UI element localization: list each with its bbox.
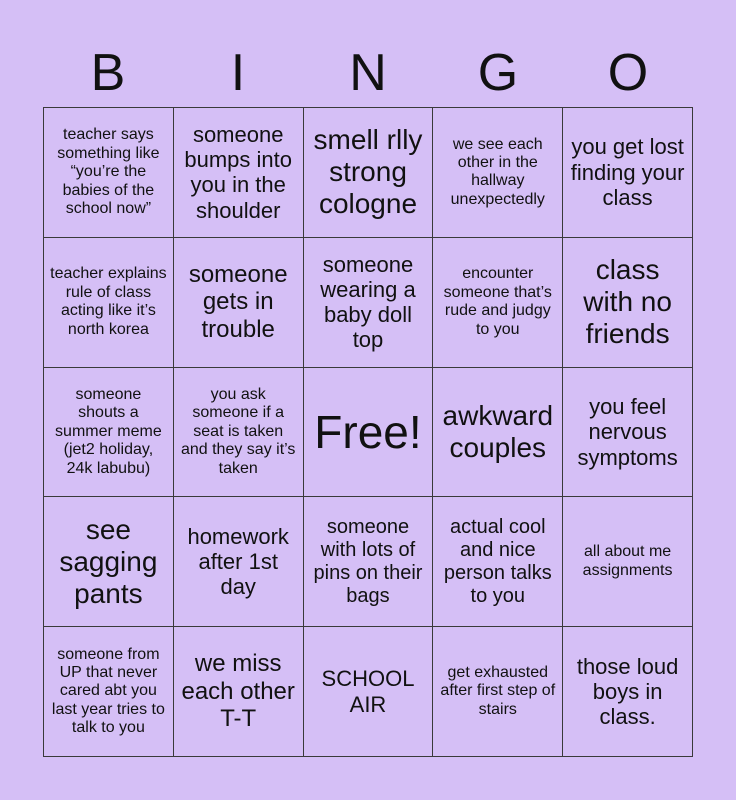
- bingo-header: [43, 40, 693, 106]
- header-letter-i: I: [230, 44, 246, 102]
- bingo-cell-r2-c1[interactable]: teacher explains rule of class acting like it’s north korea: [44, 238, 174, 368]
- bingo-cell-r5-c3[interactable]: SCHOOL AIR: [304, 627, 434, 757]
- bingo-cell-r2-c4[interactable]: encounter someone that’s rude and judgy to you: [433, 238, 563, 368]
- bingo-cell-r4-c3[interactable]: someone with lots of pins on their bags: [304, 497, 434, 627]
- bingo-cell-r2-c5[interactable]: class with no friends: [563, 238, 693, 368]
- bingo-cell-r5-c2[interactable]: we miss each other T-T: [174, 627, 304, 757]
- bingo-cell-r2-c3[interactable]: someone wearing a baby doll top: [304, 238, 434, 368]
- bingo-cell-r4-c2[interactable]: homework after 1st day: [174, 497, 304, 627]
- bingo-cell-r5-c1[interactable]: someone from UP that never cared abt you last year tries to talk to you: [44, 627, 174, 757]
- bingo-cell-r3-c4[interactable]: awkward couples: [433, 368, 563, 498]
- bingo-cell-r1-c1[interactable]: teacher says something like “you’re the babies of the school now”: [44, 108, 174, 238]
- header-letter-g: G: [477, 44, 519, 102]
- bingo-cell-r1-c4[interactable]: we see each other in the hallway unexpectedly: [433, 108, 563, 238]
- bingo-grid: [43, 107, 693, 757]
- bingo-cell-r2-c2[interactable]: someone gets in trouble: [174, 238, 304, 368]
- bingo-cell-r5-c4[interactable]: get exhausted after first step of stairs: [433, 627, 563, 757]
- bingo-cell-free[interactable]: Free!: [304, 368, 434, 498]
- header-letter-b: B: [90, 44, 126, 102]
- bingo-cell-r3-c5[interactable]: you feel nervous symptoms: [563, 368, 693, 498]
- bingo-cell-r4-c5[interactable]: all about me assignments: [563, 497, 693, 627]
- bingo-cell-r1-c3[interactable]: smell rlly strong cologne: [304, 108, 434, 238]
- bingo-cell-r1-c5[interactable]: you get lost finding your class: [563, 108, 693, 238]
- header-letter-n: N: [349, 44, 387, 102]
- bingo-cell-r3-c1[interactable]: someone shouts a summer meme (jet2 holiday, 24k labubu): [44, 368, 174, 498]
- header-letter-o: O: [607, 44, 649, 102]
- bingo-cell-r4-c1[interactable]: see sagging pants: [44, 497, 174, 627]
- bingo-cell-r5-c5[interactable]: those loud boys in class.: [563, 627, 693, 757]
- bingo-cell-r1-c2[interactable]: someone bumps into you in the shoulder: [174, 108, 304, 238]
- bingo-cell-r3-c2[interactable]: you ask someone if a seat is taken and they say it’s taken: [174, 368, 304, 498]
- bingo-cell-r4-c4[interactable]: actual cool and nice person talks to you: [433, 497, 563, 627]
